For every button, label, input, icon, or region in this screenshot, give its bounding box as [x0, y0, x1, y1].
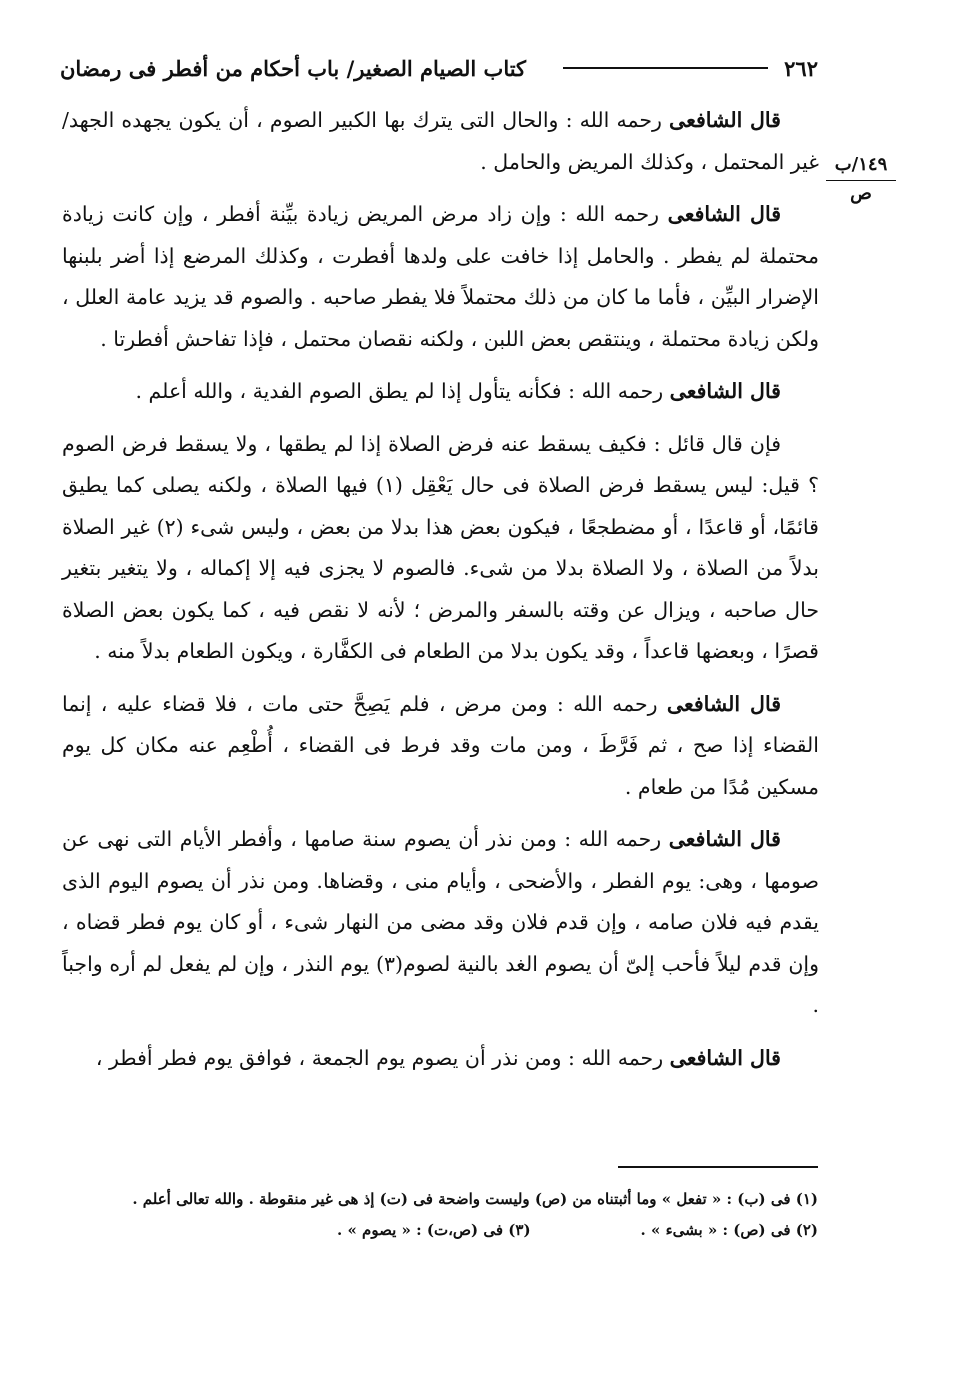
running-header [60, 50, 818, 86]
paragraph [62, 194, 819, 360]
speaker-label: قال الشافعى [666, 691, 781, 716]
footnote-row [70, 1215, 818, 1246]
paragraph-text: رحمه الله : ومن مرض ، فلم يَصِحَّ حتى مات ، فلا قضاء عليه ، إنما القضاء إذا صح ، ثم فَرَّطَ ، ومن مات وقد فرط فى القضاء ، أُطْعِم عنه مكان كل يوم مسكين مُدًا من طعام . [62, 691, 819, 799]
footnote-1: (١) فى (ب) : « تفعل » وما أثبتناه من (ص) وليست واضحة فى (ت) إذ هى غير منقوطة . والله تعالى أعلم . [132, 1190, 818, 1208]
paragraph-text: رحمه الله : وإن زاد مرض المريض زيادة بيِّنة أفطر ، وإن كانت زيادة محتملة لم يفطر . والحامل إذا خافت على ولدها أفطرت ، وكذلك المرضع إذا أضر بلبنها الإضرار البيِّن ، فأما ما كان من ذلك محتملاً فلا يفطر صاحبه . والصوم قد يزيد عامة العلل ، ولكن زيادة محتملة ، وينتقص بعض اللبن ، ولكنه نقصان محتمل ، فإذا تفاحش أفطرتا . [62, 202, 819, 351]
paragraph-text: فإن قال قائل : فكيف يسقط عنه فرض الصلاة إذا لم يطقها ، ولا يسقط فرض الصوم ؟ قيل: ليس يسقط فرض الصلاة فى حال يَعْقِل (١) فيها الصلاة ، ولكنه يصلى كما يطيق قائمًا، أو قاعدًا ، أو مضطجعًا ، فيكون بعض هذا بدلا من بعض ، وليس شىء (٢) غير الصلاة بدلاً من الصلاة ، ولا الصلاة بدلا من شىء. فالصوم لا يجزى فيه إلا إكماله ، ولا يتغير بتغير حال صاحبه ، ويزال عن وقته بالسفر والمرض ؛ لأنه لا نقص فيه ، كما يكون بعض الصلاة قصرًا ، وبعضها قاعداً ، وقد يكون بدلا من الطعام فى الكفَّارة ، ويكون الطعام بدلاً منه . [62, 431, 819, 663]
speaker-label: قال الشافعى [668, 827, 781, 851]
header-rule [563, 67, 768, 69]
footnote-separator [618, 1166, 818, 1168]
paragraph [62, 424, 819, 673]
speaker-label: قال الشافعى [669, 108, 781, 132]
speaker-label: قال الشافعى [667, 202, 781, 226]
chapter-title: كتاب الصيام الصغير/ باب أحكام من أفطر فى رمضان [60, 55, 527, 81]
paragraph-text: رحمه الله : ومن نذر أن يصوم سنة صامها ، وأفطر الأيام التى نهى عن صومها ، وهى: يوم الفطر ، والأضحى ، وأيام منى ، وقضاها. ومن نذر أن يصوم اليوم الذى يقدم فيه فلان صامه ، وإن قدم فلان وقد مضى من النهار شىء ، أو كان يوم فطر قضاه ، وإن قدم ليلاً فأحب إلىّ أن يصوم الغد بالنية لصوم(٣) يوم النذر ، وإن لم يفعل لم أره واجباً . [62, 827, 819, 1017]
footnote-2: (٢) فى (ص) : « بشىء » . [640, 1221, 818, 1239]
paragraph [62, 819, 819, 1027]
manuscript-siglum: ص [850, 183, 872, 204]
main-text [62, 100, 819, 1085]
speaker-label: قال الشافعى [669, 379, 781, 403]
paragraph [62, 100, 819, 183]
speaker-label: قال الشافعى [669, 1045, 781, 1070]
manuscript-folio-note [826, 152, 896, 207]
footnote-3: (٣) فى (ص،ت) : « يصوم » . [337, 1221, 531, 1239]
footnotes [70, 1184, 818, 1246]
paragraph [62, 684, 819, 809]
folio-reference: ١٤٩/ب [826, 152, 896, 181]
paragraph-text: رحمه الله : ومن نذر أن يصوم يوم الجمعة ، فوافق يوم فطر أفطر ، [95, 1045, 670, 1070]
paragraph [62, 371, 819, 413]
page-number: ٢٦٢ [784, 55, 818, 81]
paragraph-text: رحمه الله : فكأنه يتأول إذا لم يطق الصوم الفدية ، والله أعلم . [135, 379, 670, 403]
paragraph [62, 1038, 819, 1080]
paragraph-text: رحمه الله : والحال التى يترك بها الكبير الصوم ، أن يكون يجهده الجهد/ غير المحتمل ، وكذلك المريض والحامل . [62, 108, 819, 174]
